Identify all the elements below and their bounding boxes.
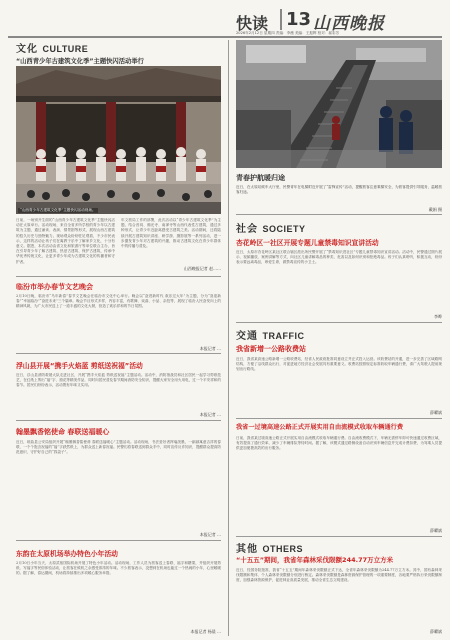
culture-body-col2: 年文旅局工作的部署，此次活动以“青少年古建筑文化季”为主题，结合晋祠、佛光寺、南禅寺等山西代表性古建筑，通过多种形式，让青少年近距离感受古建筑之美。活动期间，还将陆续开展古建筑知识讲座、研学游、摄影展等一系列活动，进一步激发青少年对古建筑的兴趣，推动古建筑文化在青少年群体中的传播与普及。 — [121, 218, 221, 249]
yuanqu-body: 近日，垣曲县公安局组织开展“翰墨飘香铭使命 春联送福暖心”主题活动。活动现场，书法爱好者挥毫泼墨，一副副寓意吉祥的春联、一个个饱含祝福的“福”字跃然纸上，为群众送上新春祝福。民警们将春联送到群众手中，同时宣传反诈知识，提醒群众提高防范意识，守护好自己的“钱袋子”。 — [16, 440, 221, 455]
linfen-body: 2月10日晚，临汾市“马年新春”春节文艺晚会在临汾市文化中心举行。晚会以“奋进新时代 欢乐过大年”为主题，分为“喜迎新春”“幸福临汾”“奋进未来”三个篇章。晚会节目形式多样，内容丰富，有歌舞、戏曲、小品、杂技等，展现了临汾人民奋发向上的精神风貌，为广大市民送上了一道丰盛的文化大餐，营造了欢乐祥和的节日氛围。 — [16, 294, 221, 309]
others-label-en: OTHERS — [262, 544, 303, 554]
society-section-header — [236, 220, 306, 235]
fushan-bottom-rule — [16, 420, 221, 421]
others-body: 近日，经国务院批准，我省“十五五”期间年森林采伐限额正式下达，全省年森林采伐限额为244.77万立方米。其中，国有森林采伐限额和集体、个人森林采伐限额分别进行核定。森林采伐限额是森林资源保护管理的一项重要制度，各地要严格执行采伐限额制度，加强森林资源保护，促进林业高质量发展，推动全省生态文明建设。 — [236, 568, 442, 583]
traffic-headline-2: 我省一过境高速公路正式开展实用自由流模式收取车辆通行费 — [236, 424, 404, 431]
traffic-label-en: TRAFFIC — [262, 331, 305, 341]
others-byline: 薛曜斌 — [430, 629, 442, 634]
airport-headline: 东韵在太原机场举办特色小年活动 — [16, 550, 118, 558]
traffic-bottom-rule — [236, 536, 442, 537]
traffic-headline-1: 我省新增一公路收费站 — [236, 345, 306, 353]
culture-bottom-rule — [16, 276, 221, 277]
culture-body-col1: 日前，一场别开生面的“山西青少年古建筑文化季”主题快闪活动在太原举行。活动现场，来自全省多所学校的青少年以古建筑为主题，通过诵读、表演、情景剧等形式，展现山西古建筑的悠久历史与独特魅力。现场观众纷纷驻足观看，不少市民表示，这样的活动让孩子们在寓教于乐中了解家乡文化，十分有意义。据悉，本次活动由省文化和旅游厅等单位联合主办，旨在引导青少年了解古建筑、热爱古建筑、保护古建筑，传承中华优秀传统文化，让更多青少年成为古建筑文化的传播者和守护者。 — [16, 218, 115, 264]
column-divider — [228, 40, 229, 636]
traffic-mid-rule — [236, 418, 442, 419]
linfen-byline: 本报记者 … — [199, 346, 221, 351]
fushan-byline: 本报记者 … — [199, 412, 221, 417]
newspaper-logo: 山西晚报 — [313, 14, 385, 34]
linfen-bottom-rule — [16, 353, 221, 354]
others-section-header — [236, 540, 303, 555]
section-label: 快读 — [236, 14, 269, 33]
others-label-cn: 其他 — [236, 544, 258, 555]
fushan-body: 近日，浮山县消防救援大队走进社区，开展“携手火焰蓝 剪纸送祝福”主题活动。活动中，消防指战员和社区居民一起学习剪纸技艺，在红纸上剪出“福”字、窗花等精美作品，同时向居民普及春节期间消防安全知识，提醒大家安全用火用电，过一个平安祥和的春节。居民们纷纷表示，活动既有年味又实用。 — [16, 373, 221, 388]
traffic-label-cn: 交通 — [236, 331, 258, 342]
escalator-caption-body: 近日，在太原站候车大厅里，民警青年在电梯附近开展了“雷锋宣传”活动，提醒旅客注意乘梯安全，为旅客提供引导服务，温暖旅客归途。 — [236, 185, 442, 195]
society-bottom-rule — [236, 322, 442, 323]
society-byline: 李晔 — [434, 314, 442, 319]
escalator-photo — [236, 40, 442, 168]
masthead — [8, 4, 442, 34]
traffic-body-1: 近日，我省某高速公路新增一公路收费站，经省人民政府批准同意设立并正式投入运营。该收费站的开通，进一步完善了区域路网结构，方便了沿线群众出行，对促进地方经济社会发展具有重要意义。收费站按照规定标准收取车辆通行费，请广大驾驶人提前规划出行路线。 — [236, 357, 442, 372]
culture-label-cn: 文化 — [16, 44, 38, 55]
culture-photo-caption: “山西青少年古建筑文化季”主题快闪活动现场。 — [20, 208, 96, 212]
airport-byline: 本报记者 杨晨 … — [190, 629, 221, 634]
traffic-body-2: 日前，我省某过境高速公路正式开展实用自由流模式收取车辆通行费。自由流收费模式下，车辆无需停车即可快速通过收费区域，有效提高了通行效率，减少了车辆排队等待时间。据了解，该模式通过路侧设备自动识别车辆信息并完成计费扣费，为驾乘人员提供更加便捷高效的出行服务。 — [236, 436, 442, 451]
culture-byline: 山西晚报记者 赵…… — [183, 266, 221, 271]
society-label-en: SOCIETY — [262, 224, 306, 234]
traffic-section-header — [236, 327, 304, 342]
linfen-headline: 临汾市举办春节文艺晚会 — [16, 283, 93, 291]
masthead-rule — [8, 36, 442, 38]
society-body: 近日，太原市杏花岭区某社区联合辖区派出所民警开展了“禁毒知识进社区”专题儿童禁毒知识宣讲活动。活动中，民警通过图片展示、视频播放、案例讲解等方式，向社区儿童讲解毒品的种类、危害以及如何识别和拒绝毒品。孩子们认真聆听，积极互动，纷纷表示要远离毒品，珍爱生命，做禁毒宣传的小卫士。 — [236, 250, 442, 265]
escalator-byline: 戴娟 摄 — [428, 207, 442, 212]
airport-body: 2月10日小年当天，太原武宿国际机场开展了特色小年活动。活动现场，工作人员为旅客送上春联、福字和糖果，并组织开展剪纸、写福字等民俗体验活动，让旅客在候机之余感受浓浓的年味。不少旅客表示，没想到在机场也能过一个热闹的小年，心里暖暖的。据了解，春运期间，机场将持续推出多项暖心服务举措。 — [16, 561, 221, 576]
traffic-byline-2: 薛曜斌 — [430, 528, 442, 533]
culture-headline: “山西青少年古建筑文化季”主题快闪活动举行 — [16, 58, 144, 65]
escalator-caption-title: 青春护航暖归途 — [236, 174, 285, 182]
escalator-bottom-rule — [236, 214, 442, 215]
society-label-cn: 社会 — [236, 224, 258, 235]
yuanqu-headline: 翰墨飘香铭使命 春联送福暖心 — [16, 428, 110, 436]
culture-section-header — [16, 40, 88, 55]
culture-label-en: CULTURE — [42, 44, 89, 54]
traffic-byline-1: 薛曜斌 — [430, 410, 442, 415]
society-headline: 杏花岭区一社区开展专题儿童禁毒知识宣讲活动 — [236, 239, 379, 247]
yuanqu-byline: 本报记者 … — [199, 532, 221, 537]
fushan-headline: 浮山县开展“携手火焰蓝 剪纸送祝福”活动 — [16, 362, 143, 370]
yuanqu-bottom-rule — [16, 540, 221, 541]
others-headline: “十五五”期间，我省年森林采伐限额244.77万立方米 — [236, 556, 394, 564]
page-number: 13 — [280, 9, 311, 30]
culture-photo — [16, 66, 221, 214]
issue-info: 2026年2月12日 星期四 责编：李薇 美编：王振辉 校对：郝彩芳 — [236, 31, 340, 35]
